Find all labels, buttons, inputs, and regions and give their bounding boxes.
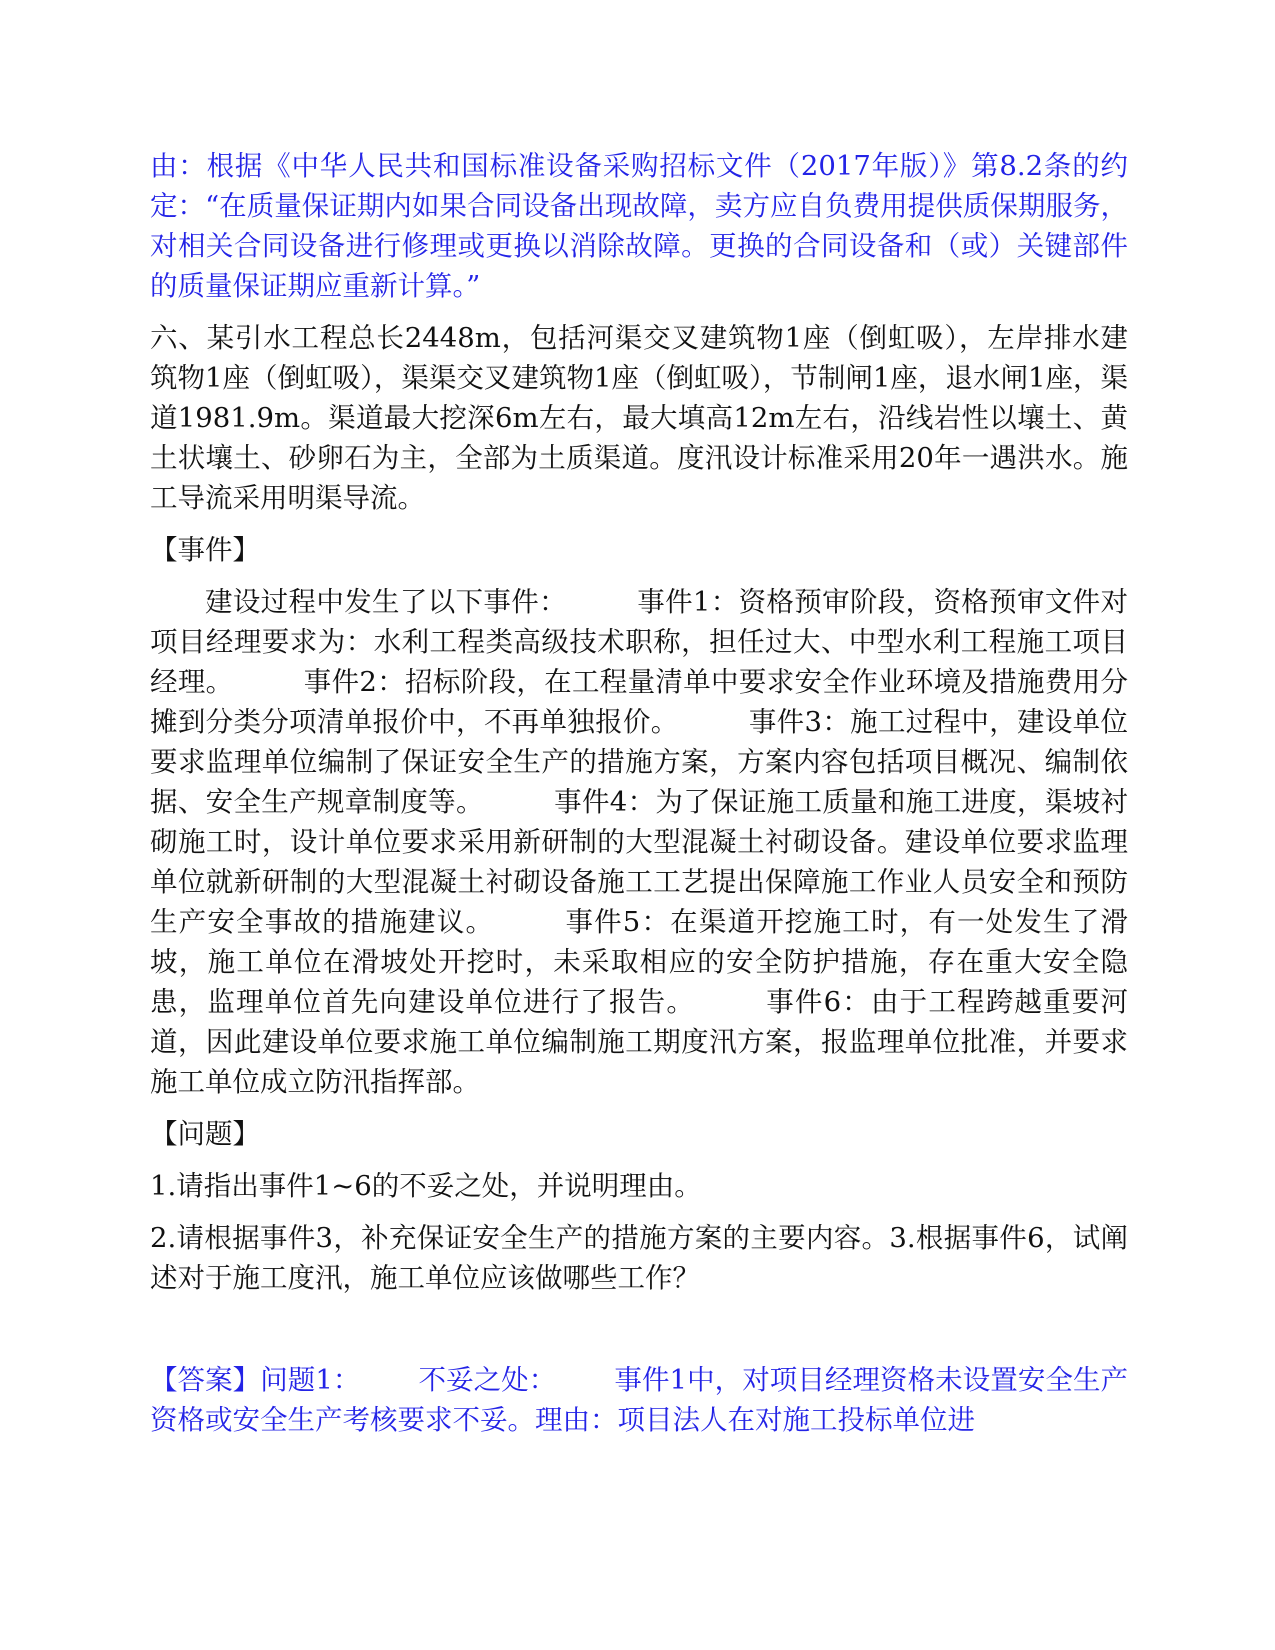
question-six-paragraph xyxy=(150,318,1128,518)
question-3: 3.根据事件6，试阐述对于施工度汛，施工单位应该做哪些工作？ xyxy=(150,1222,1129,1294)
events-heading: 【事件】 xyxy=(150,534,260,566)
event-2: 事件2：招标阶段，在工程量清单中要求安全作业环境及措施费用分摊到分类分项清单报价中，不再单独报价。 xyxy=(150,666,1129,738)
answer-text: 事件1中，对项目经理资格未设置安全生产资格或安全生产考核要求不妥。理由：项目法人在对施工投标单位进 xyxy=(150,1364,1129,1436)
answer-label: 【答案】 xyxy=(150,1364,261,1396)
answer-paragraph xyxy=(150,1360,1128,1440)
answer-question-label: 问题1： xyxy=(260,1364,361,1396)
event-5: 事件5：在渠道开挖施工时，有一处发生了滑坡，施工单位在滑坡处开挖时，未采取相应的安全防护措施，存在重大安全隐患，监理单位首先向建设单位进行了报告。 xyxy=(150,906,1128,1018)
event-1: 事件1：资格预审阶段，资格预审文件对项目经理要求为：水利工程类高级技术职称，担任过大、中型水利工程施工项目经理。 xyxy=(150,586,1128,698)
question-six-text: 六、某引水工程总长2448m，包括河渠交叉建筑物1座（倒虹吸），左岸排水建筑物1座（倒虹吸），渠渠交叉建筑物1座（倒虹吸），节制闸1座，退水闸1座，渠道1981.9m。渠道最大挖深6m左右，最大填高12m左右，沿线岩性以壤土、黄土状壤土、砂卵石为主，全部为土质渠道。度汛设计标准采用20年一遇洪水。施工导流采用明渠导流。 xyxy=(150,322,1128,514)
reason-text: 由：根据《中华人民共和国标准设备采购招标文件（2017年版）》第8.2条的约定：“在质量保证期内如果合同设备出现故障，卖方应自负费用提供质保期服务，对相关合同设备进行修理或更换以消除故障。更换的合同设备和（或）关键部件的质量保证期应重新计算。” xyxy=(150,150,1128,302)
question-2: 2.请根据事件3，补充保证安全生产的措施方案的主要内容。 xyxy=(150,1222,890,1254)
question-1: 1.请指出事件1~6的不妥之处，并说明理由。 xyxy=(150,1170,702,1202)
questions-heading: 【问题】 xyxy=(150,1118,260,1150)
event-6: 事件6：由于工程跨越重要河道，因此建设单位要求施工单位编制施工期度汛方案，报监理单位批准，并要求施工单位成立防汛指挥部。 xyxy=(150,986,1128,1098)
event-4: 事件4：为了保证施工质量和施工进度，渠坡衬砌施工时，设计单位要求采用新研制的大型混凝土衬砌设备。建设单位要求监理单位就新研制的大型混凝土衬砌设备施工工艺提出保障施工作业人员安全和预防生产安全事故的措施建议。 xyxy=(150,786,1129,938)
events-intro: 建设过程中发生了以下事件： xyxy=(205,586,567,618)
answer-improper-label: 不妥之处： xyxy=(418,1364,557,1396)
events-paragraph xyxy=(150,582,1128,1102)
reason-paragraph xyxy=(150,146,1128,306)
event-3: 事件3：施工过程中，建设单位要求监理单位编制了保证安全生产的措施方案，方案内容包括项目概况、编制依据、安全生产规章制度等。 xyxy=(150,706,1128,818)
questions-2-3 xyxy=(150,1218,1128,1298)
document-page xyxy=(150,146,1128,1440)
